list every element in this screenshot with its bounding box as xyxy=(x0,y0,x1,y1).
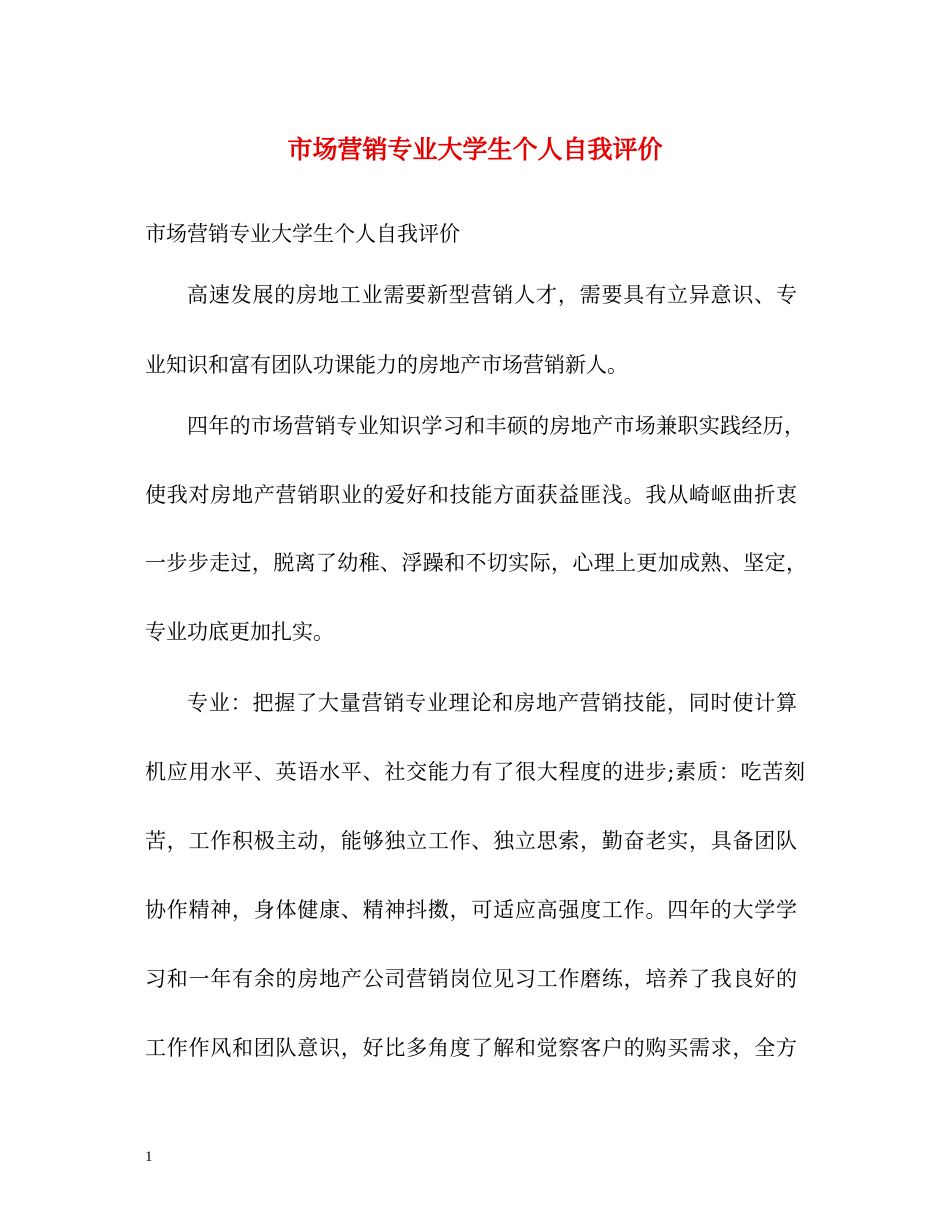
paragraph-3-line-6: 工作作风和团队意识，好比多角度了解和觉察客户的购买需求，全方 xyxy=(145,1036,797,1060)
page-number: 1 xyxy=(145,1149,153,1165)
paragraph-3-line-2: 机应用水平、英语水平、社交能力有了很大程度的进步;素质：吃苦刻 xyxy=(145,760,805,784)
paragraph-2-line-3: 一步步走过，脱离了幼稚、浮躁和不切实际，心理上更加成熟、坚定， xyxy=(145,551,807,575)
document-subtitle: 市场营销专业大学生个人自我评价 xyxy=(145,222,460,246)
paragraph-2-line-2: 使我对房地产营销职业的爱好和技能方面获益匪浅。我从崎岖曲折衷 xyxy=(145,483,797,507)
paragraph-2-line-1: 四年的市场营销专业知识学习和丰硕的房地产市场兼职实践经历， xyxy=(187,414,805,438)
paragraph-3-line-5: 习和一年有余的房地产公司营销岗位见习工作磨练，培养了我良好的 xyxy=(145,967,797,991)
paragraph-3-line-1: 专业：把握了大量营销专业理论和房地产营销技能，同时使计算 xyxy=(187,691,797,715)
paragraph-3-line-3: 苦，工作积极主动，能够独立工作、独立思索，勤奋老实，具备团队 xyxy=(145,829,797,853)
paragraph-1-line-1: 高速发展的房地工业需要新型营销人才，需要具有立异意识、专 xyxy=(187,283,797,307)
document-title: 市场营销专业大学生个人自我评价 xyxy=(287,135,663,164)
paragraph-3-line-4: 协作精神，身体健康、精神抖擞，可适应高强度工作。四年的大学学 xyxy=(145,898,797,922)
paragraph-1-line-2: 业知识和富有团队功课能力的房地产市场营销新人。 xyxy=(145,353,628,377)
paragraph-2-line-4: 专业功底更加扎实。 xyxy=(145,620,334,644)
